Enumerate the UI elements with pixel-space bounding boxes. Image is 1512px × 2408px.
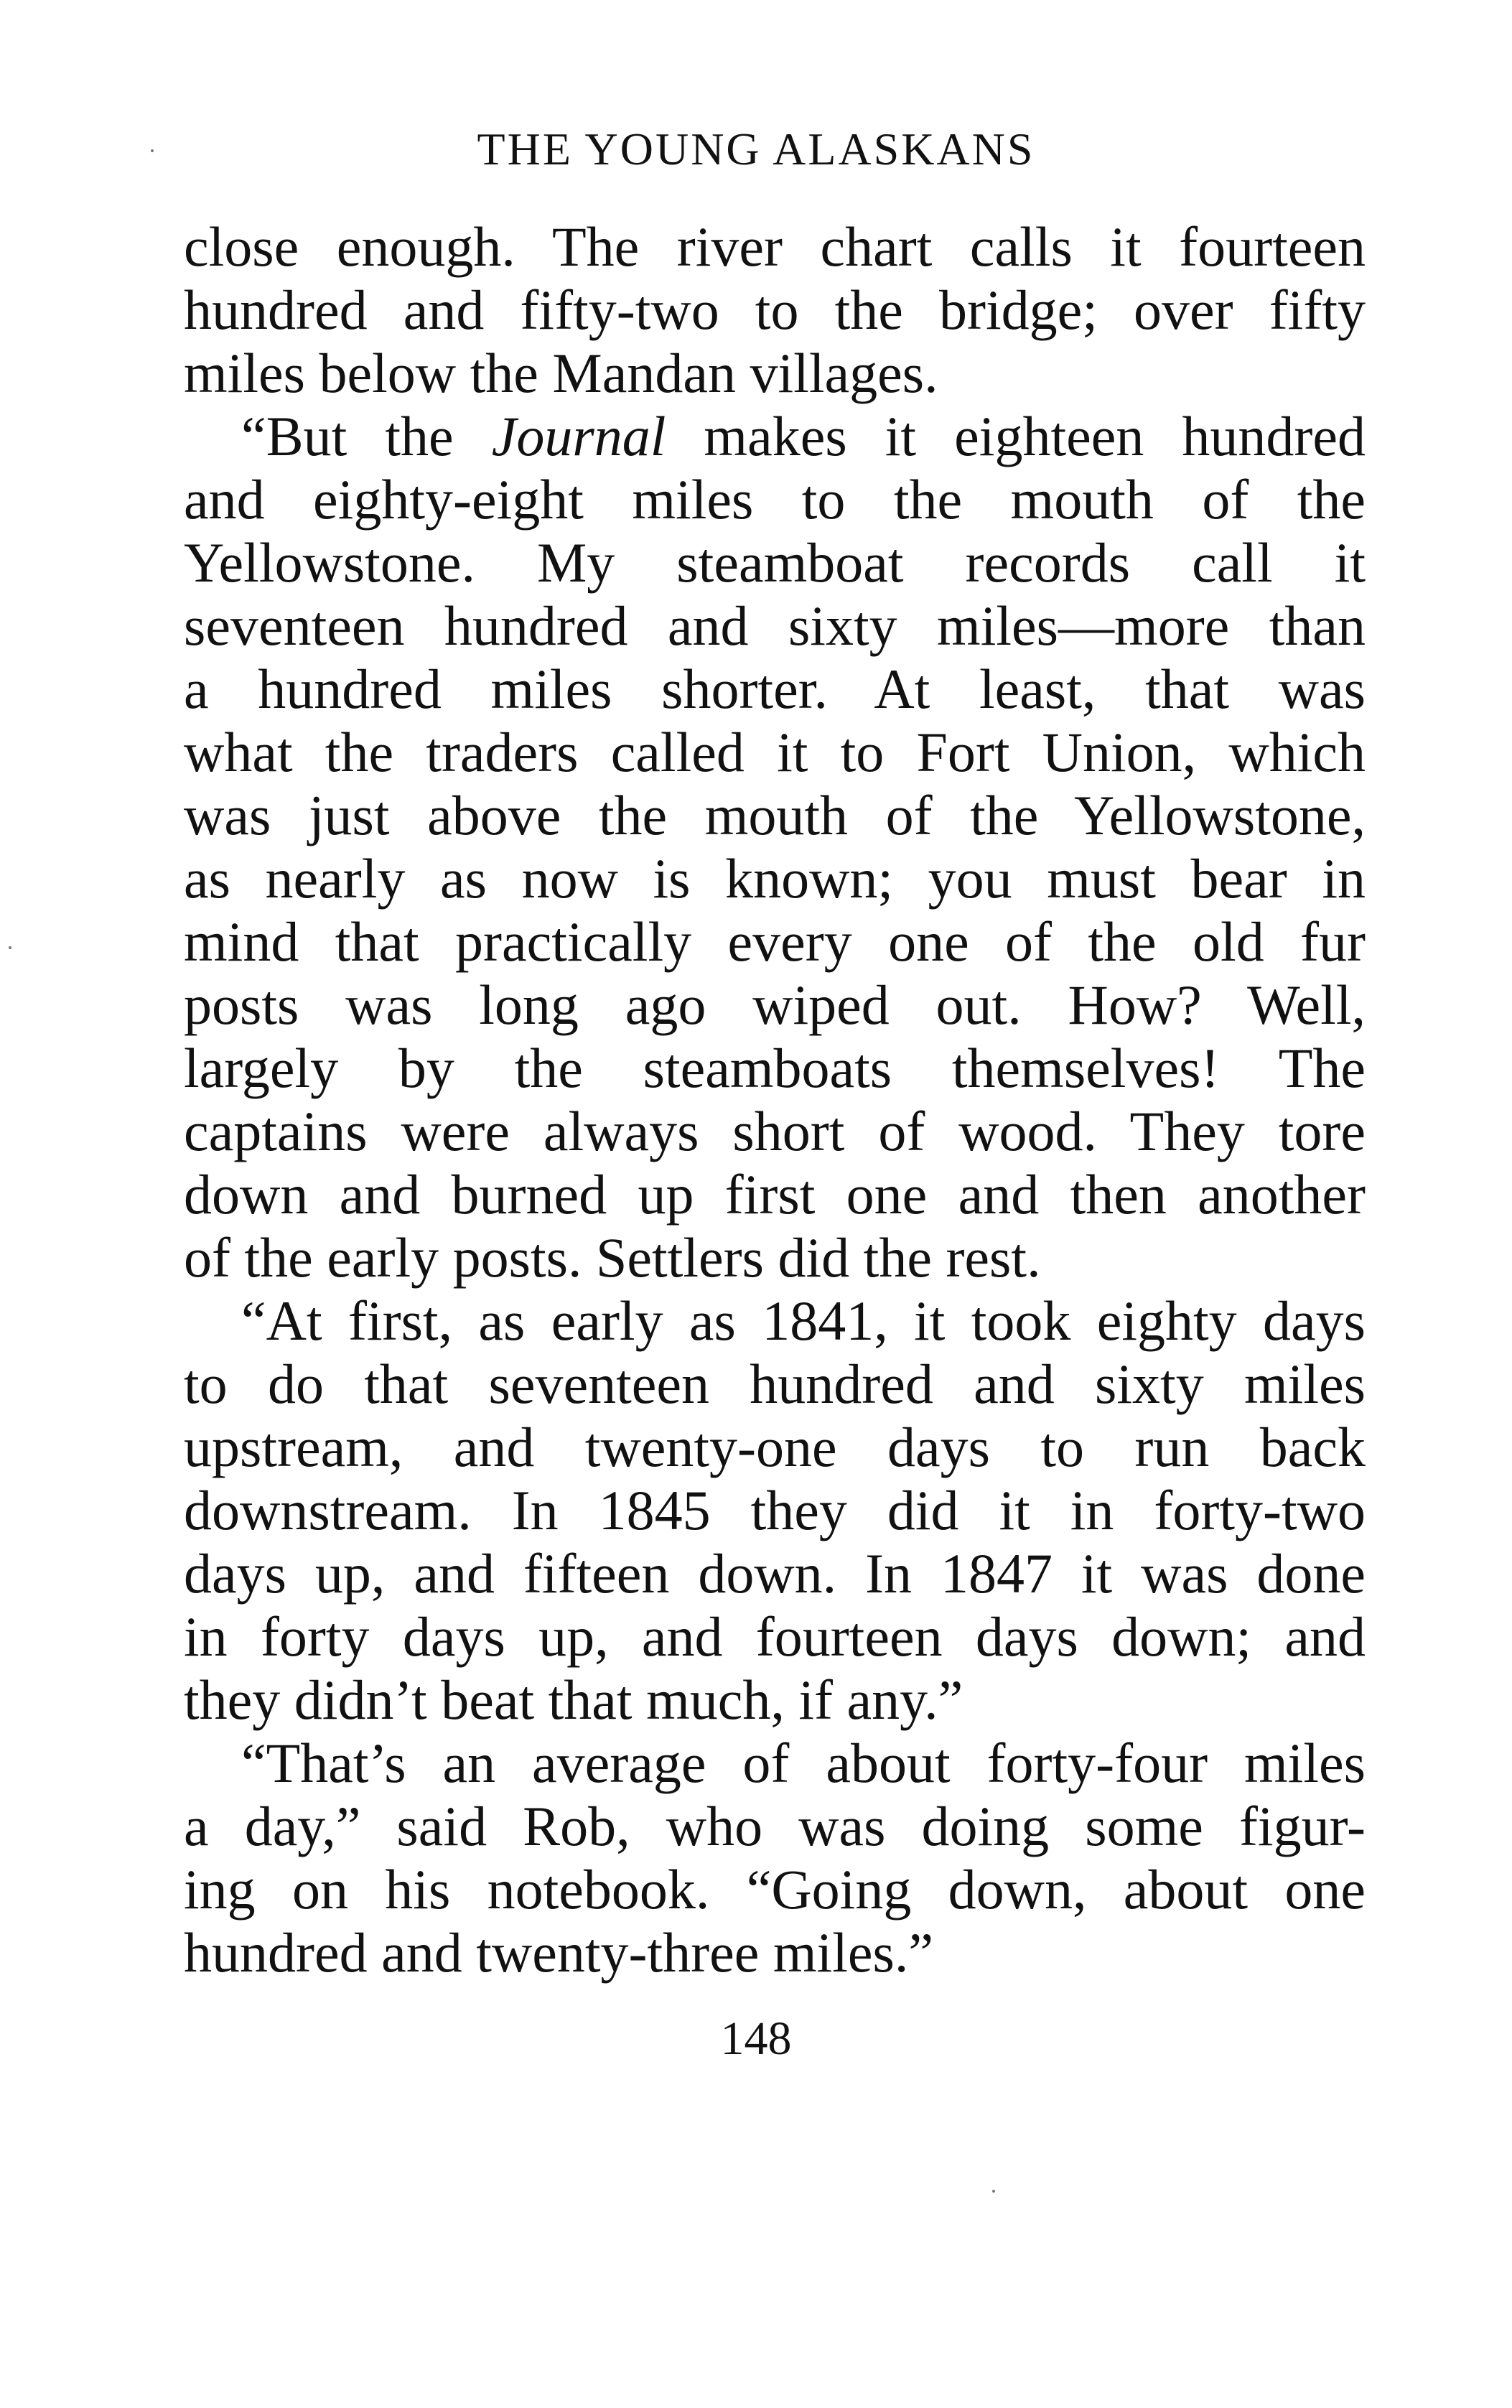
text-line-26: a day,” said Rob, who was doing some figur- <box>184 1795 1366 1857</box>
text-line-4-suffix: makes it eighteen hundred <box>666 405 1366 467</box>
paper-speck <box>151 149 154 152</box>
text-line-8: a hundred miles shorter. At least, that was <box>184 658 1366 720</box>
paper-speck <box>9 946 11 949</box>
text-line-7: seventeen hundred and sixty miles—more than <box>184 594 1366 657</box>
text-line-18: “At first, as early as 1841, it took eighty days <box>241 1289 1366 1352</box>
text-line-23: in forty days up, and fourteen days down; and <box>184 1605 1366 1668</box>
text-line-21: downstream. In 1845 they did it in forty-two <box>184 1479 1366 1541</box>
text-line-14: largely by the steamboats themselves! The <box>184 1037 1366 1099</box>
text-line-10: was just above the mouth of the Yellowstone, <box>184 784 1366 846</box>
text-line-16: down and burned up first one and then another <box>184 1163 1366 1226</box>
text-line-12: mind that practically every one of the old fur <box>184 910 1366 973</box>
text-line-3: miles below the Mandan villages. <box>184 342 938 404</box>
text-line-11: as nearly as now is known; you must bear in <box>184 847 1366 910</box>
body-text <box>184 215 1366 1984</box>
text-line-17: of the early posts. Settlers did the rest. <box>184 1226 1041 1289</box>
text-line-19: to do that seventeen hundred and sixty miles <box>184 1353 1366 1415</box>
text-line-27: ing on his notebook. “Going down, about one <box>184 1858 1366 1921</box>
text-line-28: hundred and twenty-three miles.” <box>184 1921 933 1984</box>
text-line-9: what the traders called it to Fort Union, which <box>184 721 1366 783</box>
text-line-20: upstream, and twenty-one days to run back <box>184 1416 1366 1478</box>
paper-speck <box>992 2190 995 2193</box>
text-line-24: they didn’t beat that much, if any.” <box>184 1669 963 1731</box>
running-head: THE YOUNG ALASKANS <box>477 123 1035 174</box>
text-line-22: days up, and fifteen down. In 1847 it was done <box>184 1542 1366 1605</box>
text-line-5: and eighty-eight miles to the mouth of the <box>184 468 1366 531</box>
text-line-2: hundred and fifty-two to the bridge; over fifty <box>184 279 1366 341</box>
text-line-4-prefix: “But the <box>241 405 492 467</box>
text-line-25: “That’s an average of about forty-four miles <box>241 1732 1366 1794</box>
text-line-4 <box>184 405 1366 468</box>
journal-title-italic: Journal <box>491 405 666 467</box>
text-line-13: posts was long ago wiped out. How? Well, <box>184 974 1366 1036</box>
page-number: 148 <box>720 2012 792 2065</box>
text-line-1: close enough. The river chart calls it fourteen <box>184 215 1366 278</box>
text-line-15: captains were always short of wood. They tore <box>184 1100 1366 1162</box>
text-line-6: Yellowstone. My steamboat records call it <box>184 531 1366 594</box>
